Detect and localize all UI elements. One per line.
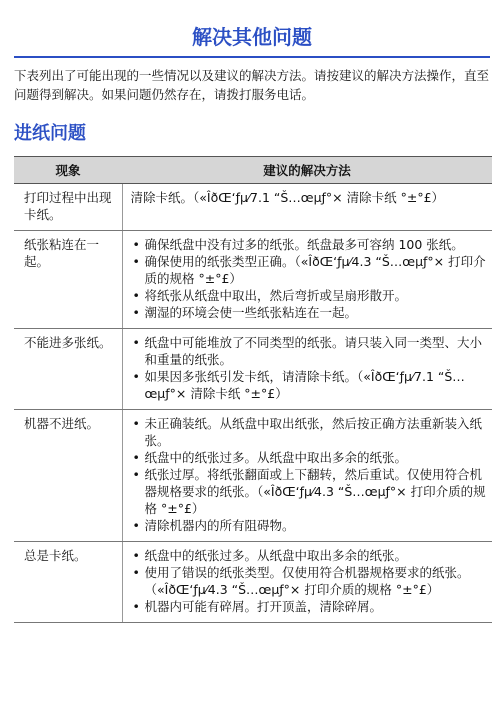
solution-item: [131, 564, 487, 598]
solution-list: [131, 334, 487, 402]
troubleshooting-table: [14, 156, 492, 623]
solution-item: [131, 236, 487, 253]
solution-text: 未正确装纸。从纸盘中取出纸张，然后按正确方法重新装入纸张。: [144, 416, 483, 448]
solution-text: 纸盘中可能堆放了不同类型的纸张。请只装入同一类型、大小和重量的纸张。: [144, 335, 483, 367]
solution-text: 纸盘中的纸张过多。从纸盘中取出多余的纸张。: [144, 548, 408, 563]
solution-item: [131, 287, 487, 304]
solution-text: 确保纸盘中没有过多的纸张。纸盘最多可容纳 100 张纸。: [144, 237, 464, 252]
solution-list: [131, 415, 487, 534]
solution-text: 确保使用的纸张类型正确。（«ÎðŒ‘ƒµ⁄4.3 “Š…œµƒ°× 打印介质的规格 °±°£）: [144, 254, 486, 286]
solution-cell: [122, 231, 492, 329]
header-issue: 现象: [14, 157, 122, 184]
solution-cell: [122, 542, 492, 623]
solution-text: 使用了错误的纸张类型。仅使用符合机器规格要求的纸张。（«ÎðŒ‘ƒµ⁄4.3 “Š…œµƒ°× 打印介质的规格 °±°£）: [144, 565, 470, 597]
bullet-marker: •: [132, 518, 140, 533]
solution-text: 清除机器内的所有阻碍物。: [144, 518, 295, 533]
solution-cell: [122, 184, 492, 231]
table-header-row: [14, 157, 492, 184]
solution-item: [131, 415, 487, 449]
bullet-marker: •: [132, 548, 140, 563]
bullet-marker: •: [132, 565, 140, 580]
solution-item: [131, 517, 487, 534]
issue-cell: 不能进多张纸。: [14, 329, 122, 410]
solution-item: [131, 334, 487, 368]
solution-text: 如果因多张纸引发卡纸，请清除卡纸。（«ÎðŒ‘ƒµ⁄7.1 “Š…œµƒ°× 清除卡纸 °±°£）: [144, 369, 465, 401]
bullet-marker: •: [132, 305, 140, 320]
solution-list: [131, 547, 487, 615]
solution-list: [131, 189, 487, 206]
solution-item: [131, 466, 487, 517]
table-row: [14, 410, 492, 542]
table-row: [14, 184, 492, 231]
solution-text: 清除卡纸。（«ÎðŒ‘ƒµ⁄7.1 “Š…œµƒ°× 清除卡纸 °±°£）: [130, 190, 445, 205]
solution-list: [131, 236, 487, 321]
bullet-marker: •: [132, 599, 140, 614]
bullet-marker: •: [132, 369, 140, 384]
intro-paragraph: 下表列出了可能出现的一些情况以及建议的解决方法。请按建议的解决方法操作，直至问题得到解决。如果问题仍然存在，请拨打服务电话。: [14, 68, 490, 102]
page-title: 解决其他问题: [192, 25, 312, 49]
issue-cell: 机器不进纸。: [14, 410, 122, 542]
solution-cell: [122, 329, 492, 410]
table-row: [14, 231, 492, 329]
bullet-marker: •: [132, 237, 140, 252]
table-row: [14, 542, 492, 623]
bullet-marker: •: [132, 254, 140, 269]
solution-item: [131, 547, 487, 564]
bullet-marker: •: [132, 450, 140, 465]
solution-text: 纸盘中的纸张过多。从纸盘中取出多余的纸张。: [144, 450, 408, 465]
bullet-marker: •: [132, 416, 140, 431]
table-row: [14, 329, 492, 410]
header-solution: 建议的解决方法: [122, 157, 492, 184]
issue-cell: 打印过程中出现卡纸。: [14, 184, 122, 231]
bullet-marker: •: [132, 335, 140, 350]
bullet-marker: •: [132, 467, 140, 482]
solution-item: [131, 189, 487, 206]
solution-item: [131, 598, 487, 615]
solution-text: 潮湿的环境会使一些纸张粘连在一起。: [144, 305, 358, 320]
solution-cell: [122, 410, 492, 542]
solution-item: [131, 368, 487, 402]
title-divider: [14, 56, 490, 58]
solution-item: [131, 304, 487, 321]
issue-cell: 纸张粘连在一起。: [14, 231, 122, 329]
section-heading: 进纸问题: [14, 123, 86, 144]
solution-item: [131, 253, 487, 287]
bullet-marker: •: [132, 288, 140, 303]
solution-text: 将纸张从纸盘中取出，然后弯折或呈扇形散开。: [144, 288, 408, 303]
solution-item: [131, 449, 487, 466]
solution-text: 纸张过厚。将纸张翻面或上下翻转，然后重试。仅使用符合机器规格要求的纸张。（«ÎðŒ‘ƒµ⁄4.3 “Š…œµƒ°× 打印介质的规格 °±°£）: [144, 467, 486, 516]
solution-text: 机器内可能有碎屑。打开顶盖，清除碎屑。: [144, 599, 383, 614]
issue-cell: 总是卡纸。: [14, 542, 122, 623]
